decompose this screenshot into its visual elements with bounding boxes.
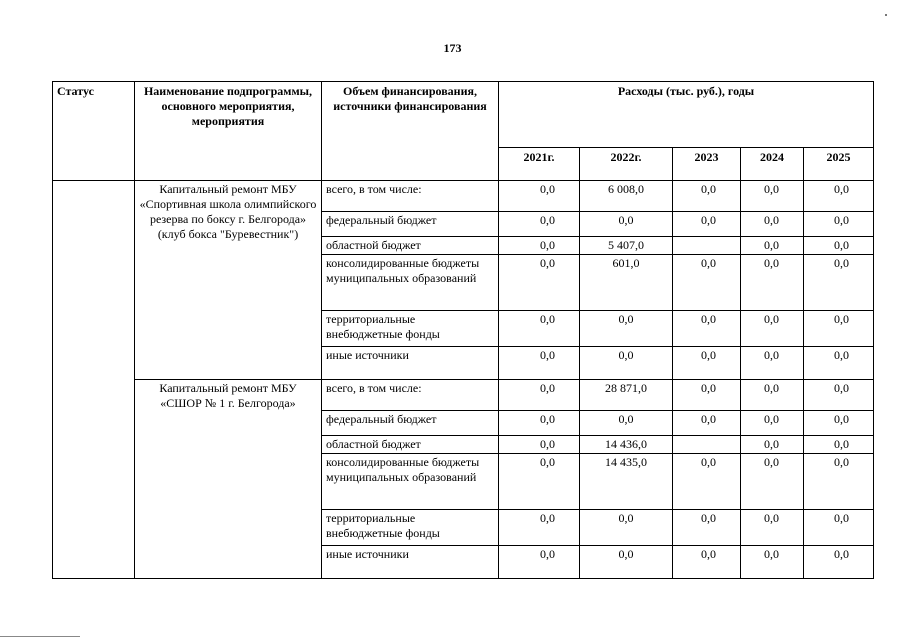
amount-cell: 0,0 — [673, 212, 741, 237]
amount-cell — [673, 237, 741, 255]
amount-cell: 0,0 — [741, 436, 804, 454]
header-name: Наименование подпрограммы, основного мероприятия, мероприятия — [135, 82, 322, 181]
amount-cell: 0,0 — [580, 347, 673, 380]
divider — [0, 636, 80, 637]
funding-source: областной бюджет — [322, 436, 499, 454]
amount-cell: 0,0 — [499, 347, 580, 380]
table-row — [53, 181, 874, 212]
header-funding: Объем финансирования, источники финансирования — [322, 82, 499, 181]
amount-cell: 0,0 — [673, 347, 741, 380]
header-year: 2024 — [741, 148, 804, 181]
header-expenses: Расходы (тыс. руб.), годы — [499, 82, 874, 148]
amount-cell: 0,0 — [499, 237, 580, 255]
amount-cell: 0,0 — [499, 311, 580, 347]
funding-source: всего, в том числе: — [322, 181, 499, 212]
amount-cell: 0,0 — [741, 255, 804, 311]
funding-source: иные источники — [322, 546, 499, 579]
amount-cell: 0,0 — [499, 181, 580, 212]
header-year: 2023 — [673, 148, 741, 181]
measure-name: Капитальный ремонт МБУ «Спортивная школа олимпийского резерва по боксу г. Белгорода» (клуб бокса "Буревестник") — [135, 181, 322, 380]
amount-cell: 6 008,0 — [580, 181, 673, 212]
amount-cell: 0,0 — [499, 436, 580, 454]
amount-cell: 0,0 — [741, 347, 804, 380]
page-number: 173 — [443, 41, 462, 55]
funding-source: консолидированные бюджеты муниципальных образований — [322, 255, 499, 311]
amount-cell: 0,0 — [580, 411, 673, 436]
amount-cell: 0,0 — [741, 181, 804, 212]
funding-source: иные источники — [322, 347, 499, 380]
status-cell — [53, 181, 135, 579]
header-year: 2022г. — [580, 148, 673, 181]
amount-cell: 0,0 — [580, 546, 673, 579]
amount-cell: 0,0 — [673, 255, 741, 311]
amount-cell: 0,0 — [741, 411, 804, 436]
header-year: 2025 — [804, 148, 874, 181]
amount-cell: 601,0 — [580, 255, 673, 311]
amount-cell: 0,0 — [673, 546, 741, 579]
header-year: 2021г. — [499, 148, 580, 181]
amount-cell: 14 435,0 — [580, 454, 673, 510]
amount-cell: 0,0 — [499, 255, 580, 311]
amount-cell: 0,0 — [804, 212, 874, 237]
amount-cell: 0,0 — [673, 510, 741, 546]
amount-cell: 0,0 — [741, 380, 804, 411]
amount-cell: 0,0 — [499, 510, 580, 546]
scan-mark — [885, 14, 887, 16]
amount-cell: 0,0 — [673, 411, 741, 436]
amount-cell: 0,0 — [673, 311, 741, 347]
budget-table — [52, 81, 874, 579]
funding-source: территориальные внебюджетные фонды — [322, 311, 499, 347]
amount-cell: 14 436,0 — [580, 436, 673, 454]
amount-cell: 0,0 — [804, 380, 874, 411]
amount-cell: 0,0 — [804, 411, 874, 436]
amount-cell: 0,0 — [804, 311, 874, 347]
funding-source: федеральный бюджет — [322, 212, 499, 237]
amount-cell — [673, 436, 741, 454]
table-row — [53, 380, 874, 411]
amount-cell: 0,0 — [499, 411, 580, 436]
amount-cell: 0,0 — [804, 510, 874, 546]
amount-cell: 0,0 — [499, 546, 580, 579]
amount-cell: 0,0 — [499, 454, 580, 510]
amount-cell: 0,0 — [673, 181, 741, 212]
amount-cell: 0,0 — [673, 380, 741, 411]
amount-cell: 0,0 — [804, 436, 874, 454]
measure-name: Капитальный ремонт МБУ «СШОР № 1 г. Белгорода» — [135, 380, 322, 579]
amount-cell: 28 871,0 — [580, 380, 673, 411]
amount-cell: 0,0 — [580, 311, 673, 347]
amount-cell: 0,0 — [804, 347, 874, 380]
amount-cell: 5 407,0 — [580, 237, 673, 255]
amount-cell: 0,0 — [580, 510, 673, 546]
amount-cell: 0,0 — [804, 181, 874, 212]
amount-cell: 0,0 — [804, 454, 874, 510]
funding-source: всего, в том числе: — [322, 380, 499, 411]
funding-source: территориальные внебюджетные фонды — [322, 510, 499, 546]
amount-cell: 0,0 — [580, 212, 673, 237]
funding-source: консолидированные бюджеты муниципальных образований — [322, 454, 499, 510]
amount-cell: 0,0 — [804, 255, 874, 311]
header-status: Статус — [53, 82, 135, 181]
funding-source: федеральный бюджет — [322, 411, 499, 436]
funding-source: областной бюджет — [322, 237, 499, 255]
amount-cell: 0,0 — [499, 212, 580, 237]
amount-cell: 0,0 — [741, 237, 804, 255]
amount-cell: 0,0 — [741, 454, 804, 510]
amount-cell: 0,0 — [499, 380, 580, 411]
amount-cell: 0,0 — [673, 454, 741, 510]
amount-cell: 0,0 — [804, 546, 874, 579]
amount-cell: 0,0 — [804, 237, 874, 255]
amount-cell: 0,0 — [741, 311, 804, 347]
table-header — [53, 82, 874, 181]
amount-cell: 0,0 — [741, 546, 804, 579]
amount-cell: 0,0 — [741, 212, 804, 237]
amount-cell: 0,0 — [741, 510, 804, 546]
table-body — [53, 181, 874, 579]
